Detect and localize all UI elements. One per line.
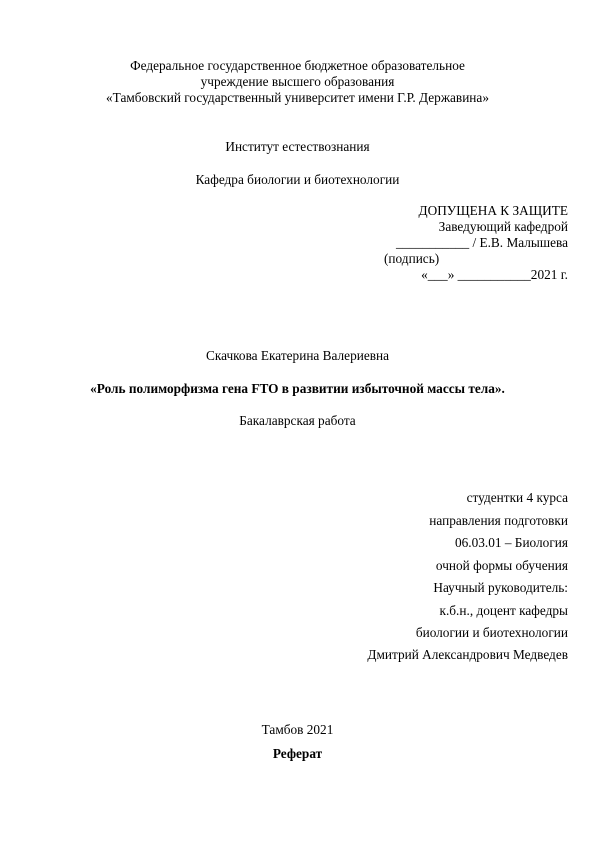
student-info-line: очной формы обучения <box>435 558 568 573</box>
work-type: Бакалаврская работа <box>239 413 356 428</box>
approval-signature-line: ___________ / Е.В. Малышева <box>396 235 568 250</box>
institute-name: Институт естествознания <box>225 139 370 154</box>
approval-date-line: «___» ___________2021 г. <box>421 267 568 282</box>
city-year: Тамбов 2021 <box>261 722 334 737</box>
approval-signature-note: (подпись) <box>384 251 440 266</box>
supervisor-department: биологии и биотехнологии <box>415 625 568 640</box>
student-info-line: 06.03.01 – Биология <box>454 535 568 550</box>
approval-role: Заведующий кафедрой <box>438 219 568 234</box>
abstract-heading: Реферат <box>272 746 323 761</box>
student-info-line: направления подготовки <box>429 513 568 528</box>
supervisor-label: Научный руководитель: <box>433 580 568 595</box>
supervisor-name: Дмитрий Александрович Медведев <box>367 647 568 662</box>
author-name: Скачкова Екатерина Валериевна <box>205 348 390 363</box>
university-header-line-1: Федеральное государственное бюджетное образовательное <box>130 58 465 73</box>
university-header-line-2: учреждение высшего образования <box>200 74 395 89</box>
student-info-line: студентки 4 курса <box>466 490 568 505</box>
work-title: «Роль полиморфизма гена FTO в развитии избыточной массы тела». <box>90 381 505 396</box>
approval-title: ДОПУЩЕНА К ЗАЩИТЕ <box>418 203 568 218</box>
department-name: Кафедра биологии и биотехнологии <box>195 172 400 187</box>
supervisor-degree: к.б.н., доцент кафедры <box>439 603 568 618</box>
university-header-line-3: «Тамбовский государственный университет имени Г.Р. Державина» <box>106 90 489 105</box>
